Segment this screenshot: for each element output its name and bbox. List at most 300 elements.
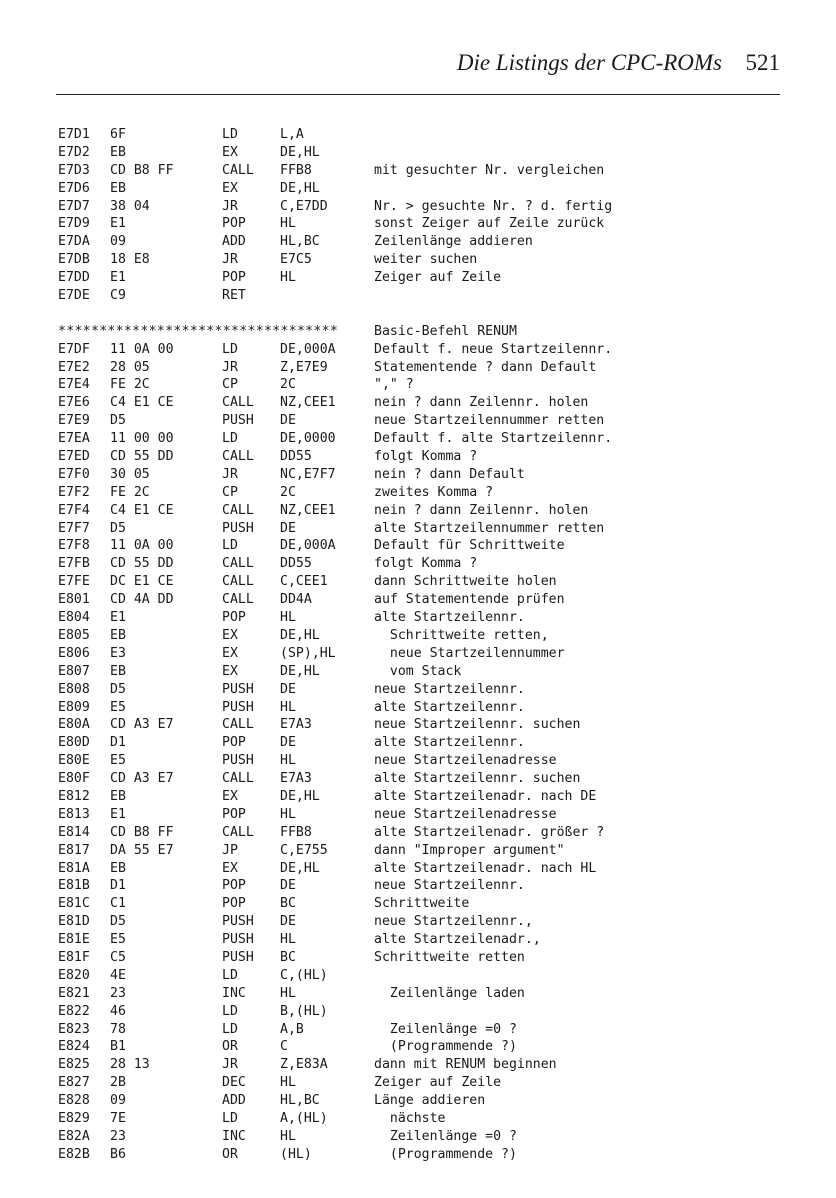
opcode-bytes: 09 (110, 1093, 126, 1109)
opcode-bytes: E5 (110, 932, 126, 948)
comment: zweites Komma ? (374, 484, 494, 500)
address: E7F2 (58, 484, 90, 500)
opcode-bytes: DC E1 CE (110, 574, 174, 590)
mnemonic: PUSH (222, 681, 254, 697)
mnemonic: LD (222, 1110, 238, 1126)
opcode-bytes: B6 (110, 1146, 126, 1162)
code-line (58, 144, 788, 162)
mnemonic: INC (222, 1128, 246, 1144)
operand: DD55 (280, 556, 312, 572)
operand: L,A (280, 127, 304, 142)
comment: Zeilenlänge laden (374, 985, 525, 1001)
code-line (58, 734, 788, 752)
mnemonic: CP (222, 377, 238, 393)
address: E7F4 (58, 502, 90, 518)
address: E7D2 (58, 144, 90, 160)
comment: Zeilenlänge =0 ? (374, 1128, 517, 1144)
opcode-bytes: CD A3 E7 (110, 717, 174, 733)
address: E824 (58, 1039, 90, 1055)
code-line (58, 1128, 788, 1146)
comment: nein ? dann Zeilennr. holen (374, 395, 589, 411)
address: E7FB (58, 556, 90, 572)
page-title: Die Listings der CPC-ROMs (456, 50, 722, 75)
operand: E7A3 (280, 771, 312, 787)
operand: HL (280, 1128, 296, 1144)
opcode-bytes: E1 (110, 610, 126, 626)
address: E81E (58, 932, 90, 948)
opcode-bytes: CD 4A DD (110, 592, 174, 608)
comment: dann "Improper argument" (374, 842, 565, 858)
operand: DD4A (280, 592, 312, 608)
mnemonic: PUSH (222, 699, 254, 715)
code-line (58, 555, 788, 573)
blank-line (58, 305, 788, 323)
operand: (HL) (280, 1146, 312, 1162)
comment: folgt Komma ? (374, 449, 478, 465)
opcode-bytes: CD B8 FF (110, 824, 174, 840)
code-line (58, 162, 788, 180)
opcode-bytes: EB (110, 180, 126, 196)
address: E7D9 (58, 216, 90, 232)
comment: Statementende ? dann Default (374, 359, 597, 375)
operand: DE (280, 681, 296, 697)
code-line (58, 1074, 788, 1092)
opcode-bytes: B1 (110, 1039, 126, 1055)
address: E7DA (58, 234, 90, 250)
comment: neue Startzeilennr. (374, 878, 525, 894)
mnemonic: CALL (222, 556, 254, 572)
address: E821 (58, 985, 90, 1001)
opcode-bytes: C4 E1 CE (110, 395, 174, 411)
opcode-bytes: E1 (110, 806, 126, 822)
comment: Zeilenlänge addieren (374, 234, 533, 250)
mnemonic: POP (222, 610, 246, 626)
operand: HL (280, 216, 296, 232)
address: E7D7 (58, 198, 90, 214)
mnemonic: CALL (222, 824, 254, 840)
comment: neue Startzeilennr. (374, 681, 525, 697)
code-line (58, 949, 788, 967)
comment: (Programmende ?) (374, 1039, 517, 1055)
opcode-bytes: CD 55 DD (110, 449, 174, 465)
address: E7E6 (58, 395, 90, 411)
address: E7D3 (58, 162, 90, 178)
comment: alte Startzeilenadr. nach DE (374, 788, 597, 804)
mnemonic: RET (222, 288, 246, 304)
code-line (58, 681, 788, 699)
address: E828 (58, 1093, 90, 1109)
operand: DE,000A (280, 341, 336, 357)
address: E82A (58, 1128, 90, 1144)
operand: HL (280, 699, 296, 715)
address: E7E9 (58, 413, 90, 429)
code-line (58, 341, 788, 359)
code-line (58, 716, 788, 734)
operand: 2C (280, 484, 296, 500)
opcode-bytes: D1 (110, 735, 126, 751)
opcode-bytes: 6F (110, 127, 126, 142)
operand: DE,000A (280, 538, 336, 554)
opcode-bytes: 2B (110, 1075, 126, 1091)
code-line (58, 430, 788, 448)
address: E80E (58, 753, 90, 769)
code-line (58, 699, 788, 717)
address: E80F (58, 771, 90, 787)
code-line (58, 466, 788, 484)
comment: alte Startzeilennr. (374, 610, 525, 626)
opcode-bytes: EB (110, 663, 126, 679)
mnemonic: LD (222, 431, 238, 447)
comment: Zeiger auf Zeile (374, 1075, 502, 1091)
operand: DE,HL (280, 663, 320, 679)
address: E820 (58, 967, 90, 983)
operand: DE,HL (280, 788, 320, 804)
page-header (56, 44, 780, 95)
address: E812 (58, 788, 90, 804)
address: E7DB (58, 252, 90, 268)
code-line (58, 913, 788, 931)
address: E7F8 (58, 538, 90, 554)
comment: alte Startzeilennr. (374, 699, 525, 715)
code-line (58, 824, 788, 842)
opcode-bytes: CD 55 DD (110, 556, 174, 572)
mnemonic: LD (222, 1021, 238, 1037)
address: E7D1 (58, 127, 90, 142)
mnemonic: CALL (222, 771, 254, 787)
mnemonic: POP (222, 878, 246, 894)
code-line (58, 233, 788, 251)
code-line (58, 376, 788, 394)
mnemonic: JR (222, 359, 238, 375)
opcode-bytes: 28 13 (110, 1057, 150, 1073)
comment: Schrittweite retten (374, 949, 525, 965)
address: E807 (58, 663, 90, 679)
comment: alte Startzeilennummer retten (374, 520, 605, 536)
section-separator (58, 323, 788, 341)
mnemonic: EX (222, 788, 238, 804)
mnemonic: CALL (222, 395, 254, 411)
code-line (58, 1092, 788, 1110)
opcode-bytes: 28 05 (110, 359, 150, 375)
comment: dann mit RENUM beginnen (374, 1057, 557, 1073)
opcode-bytes: E5 (110, 753, 126, 769)
operand: BC (280, 896, 296, 912)
opcode-bytes: D5 (110, 520, 126, 536)
comment: sonst Zeiger auf Zeile zurück (374, 216, 605, 232)
operand: Z,E83A (280, 1057, 328, 1073)
operand: C,(HL) (280, 967, 328, 983)
operand: HL (280, 753, 296, 769)
section-label: Basic-Befehl RENUM (374, 323, 517, 339)
mnemonic: ADD (222, 234, 246, 250)
address: E7DD (58, 270, 90, 286)
code-line (58, 126, 788, 144)
mnemonic: JR (222, 1057, 238, 1073)
comment: auf Statementende prüfen (374, 592, 565, 608)
code-line (58, 806, 788, 824)
opcode-bytes: 30 05 (110, 466, 150, 482)
opcode-bytes: D5 (110, 413, 126, 429)
mnemonic: CP (222, 484, 238, 500)
address: E7DF (58, 341, 90, 357)
operand: E7A3 (280, 717, 312, 733)
operand: DE (280, 878, 296, 894)
operand: HL (280, 985, 296, 1001)
address: E814 (58, 824, 90, 840)
comment: nein ? dann Zeilennr. holen (374, 502, 589, 518)
address: E817 (58, 842, 90, 858)
operand: HL (280, 932, 296, 948)
opcode-bytes: D1 (110, 878, 126, 894)
mnemonic: LD (222, 341, 238, 357)
comment: "," ? (374, 377, 414, 393)
address: E804 (58, 610, 90, 626)
operand: NZ,CEE1 (280, 502, 336, 518)
operand: BC (280, 949, 296, 965)
code-line (58, 877, 788, 895)
code-line (58, 394, 788, 412)
opcode-bytes: 38 04 (110, 198, 150, 214)
code-line (58, 627, 788, 645)
mnemonic: EX (222, 144, 238, 160)
operand: DE (280, 520, 296, 536)
comment: neue Startzeilenadresse (374, 753, 557, 769)
comment: Default für Schrittweite (374, 538, 565, 554)
code-line (58, 198, 788, 216)
operand: (SP),HL (280, 645, 336, 661)
address: E7DE (58, 288, 90, 304)
operand: DE (280, 413, 296, 429)
opcode-bytes: CD A3 E7 (110, 771, 174, 787)
comment: nächste (374, 1110, 446, 1126)
opcode-bytes: 11 0A 00 (110, 538, 174, 554)
opcode-bytes: E5 (110, 699, 126, 715)
code-line (58, 1110, 788, 1128)
operand: A,B (280, 1021, 304, 1037)
code-line (58, 1146, 788, 1164)
address: E81A (58, 860, 90, 876)
address: E801 (58, 592, 90, 608)
comment: neue Startzeilennr. suchen (374, 717, 581, 733)
opcode-bytes: FE 2C (110, 377, 150, 393)
opcode-bytes: 11 0A 00 (110, 341, 174, 357)
code-line (58, 573, 788, 591)
operand: DE,0000 (280, 431, 336, 447)
opcode-bytes: 18 E8 (110, 252, 150, 268)
mnemonic: JP (222, 842, 238, 858)
opcode-bytes: C5 (110, 949, 126, 965)
operand: 2C (280, 377, 296, 393)
comment: alte Startzeilennr. suchen (374, 771, 581, 787)
opcode-bytes: 78 (110, 1021, 126, 1037)
operand: E7C5 (280, 252, 312, 268)
comment: Zeilenlänge =0 ? (374, 1021, 517, 1037)
opcode-bytes: E1 (110, 216, 126, 232)
code-line (58, 860, 788, 878)
comment: Nr. > gesuchte Nr. ? d. fertig (374, 198, 613, 214)
opcode-bytes: 23 (110, 1128, 126, 1144)
address: E7EA (58, 431, 90, 447)
code-line (58, 752, 788, 770)
code-line (58, 931, 788, 949)
code-line (58, 985, 788, 1003)
code-line (58, 412, 788, 430)
address: E82B (58, 1146, 90, 1162)
operand: FFB8 (280, 824, 312, 840)
mnemonic: CALL (222, 574, 254, 590)
address: E7D6 (58, 180, 90, 196)
code-line (58, 1003, 788, 1021)
operand: C,CEE1 (280, 574, 328, 590)
address: E81C (58, 896, 90, 912)
comment: nein ? dann Default (374, 466, 525, 482)
code-line (58, 645, 788, 663)
operand: HL,BC (280, 1093, 320, 1109)
code-line (58, 359, 788, 377)
operand: DE (280, 735, 296, 751)
mnemonic: EX (222, 663, 238, 679)
operand: NC,E7F7 (280, 466, 336, 482)
code-line (58, 180, 788, 198)
mnemonic: CALL (222, 717, 254, 733)
code-line (58, 770, 788, 788)
mnemonic: PUSH (222, 753, 254, 769)
address: E825 (58, 1057, 90, 1073)
comment: alte Startzeilenadr. größer ? (374, 824, 605, 840)
operand: C,E7DD (280, 198, 328, 214)
address: E7FE (58, 574, 90, 590)
opcode-bytes: C4 E1 CE (110, 502, 174, 518)
mnemonic: LD (222, 1003, 238, 1019)
operand: C (280, 1039, 288, 1055)
code-line (58, 1056, 788, 1074)
code-line (58, 609, 788, 627)
comment: mit gesuchter Nr. vergleichen (374, 162, 605, 178)
opcode-bytes: EB (110, 627, 126, 643)
comment: weiter suchen (374, 252, 478, 268)
operand: HL (280, 806, 296, 822)
mnemonic: DEC (222, 1075, 246, 1091)
mnemonic: POP (222, 735, 246, 751)
mnemonic: CALL (222, 449, 254, 465)
operand: HL (280, 1075, 296, 1091)
opcode-bytes: 46 (110, 1003, 126, 1019)
comment: neue Startzeilennummer (374, 645, 565, 661)
comment: Default f. alte Startzeilennr. (374, 431, 613, 447)
operand: DE,HL (280, 180, 320, 196)
mnemonic: LD (222, 967, 238, 983)
opcode-bytes: CD B8 FF (110, 162, 174, 178)
opcode-bytes: 7E (110, 1110, 126, 1126)
code-line (58, 215, 788, 233)
page-number: 521 (745, 50, 780, 75)
code-line (58, 591, 788, 609)
opcode-bytes: DA 55 E7 (110, 842, 174, 858)
comment: alte Startzeilenadr., (374, 932, 541, 948)
address: E822 (58, 1003, 90, 1019)
comment: Default f. neue Startzeilennr. (374, 341, 613, 357)
address: E80D (58, 735, 90, 751)
mnemonic: PUSH (222, 520, 254, 536)
address: E805 (58, 627, 90, 643)
mnemonic: EX (222, 627, 238, 643)
operand: B,(HL) (280, 1003, 328, 1019)
mnemonic: LD (222, 538, 238, 554)
mnemonic: PUSH (222, 413, 254, 429)
code-line (58, 967, 788, 985)
code-line (58, 788, 788, 806)
comment: Länge addieren (374, 1093, 486, 1109)
operand: NZ,CEE1 (280, 395, 336, 411)
operand: HL (280, 610, 296, 626)
mnemonic: EX (222, 860, 238, 876)
operand: DD55 (280, 449, 312, 465)
mnemonic: POP (222, 896, 246, 912)
comment: Schrittweite (374, 896, 470, 912)
code-line (58, 1021, 788, 1039)
address: E7F7 (58, 520, 90, 536)
code-line (58, 502, 788, 520)
address: E81F (58, 949, 90, 965)
code-line (58, 537, 788, 555)
comment: alte Startzeilennr. (374, 735, 525, 751)
address: E7E4 (58, 377, 90, 393)
address: E823 (58, 1021, 90, 1037)
operand: HL (280, 270, 296, 286)
address: E829 (58, 1110, 90, 1126)
code-line (58, 895, 788, 913)
address: E80A (58, 717, 90, 733)
mnemonic: EX (222, 180, 238, 196)
mnemonic: JR (222, 252, 238, 268)
code-line (58, 448, 788, 466)
opcode-bytes: E3 (110, 645, 126, 661)
mnemonic: OR (222, 1146, 238, 1162)
comment: alte Startzeilenadr. nach HL (374, 860, 597, 876)
operand: DE,HL (280, 860, 320, 876)
mnemonic: EX (222, 645, 238, 661)
operand: DE,HL (280, 627, 320, 643)
mnemonic: CALL (222, 162, 254, 178)
mnemonic: CALL (222, 502, 254, 518)
comment: Zeiger auf Zeile (374, 270, 502, 286)
opcode-bytes: EB (110, 144, 126, 160)
opcode-bytes: D5 (110, 681, 126, 697)
mnemonic: INC (222, 985, 246, 1001)
mnemonic: PUSH (222, 932, 254, 948)
address: E7E2 (58, 359, 90, 375)
code-line (58, 842, 788, 860)
code-line (58, 520, 788, 538)
comment: folgt Komma ? (374, 556, 478, 572)
address: E809 (58, 699, 90, 715)
mnemonic: PUSH (222, 914, 254, 930)
address: E7F0 (58, 466, 90, 482)
comment: neue Startzeilennummer retten (374, 413, 605, 429)
opcode-bytes: D5 (110, 914, 126, 930)
mnemonic: ADD (222, 1093, 246, 1109)
operand: FFB8 (280, 162, 312, 178)
mnemonic: OR (222, 1039, 238, 1055)
comment: Schrittweite retten, (374, 627, 549, 643)
code-line (58, 663, 788, 681)
opcode-bytes: 4E (110, 967, 126, 983)
address: E806 (58, 645, 90, 661)
mnemonic: POP (222, 216, 246, 232)
opcode-bytes: 23 (110, 985, 126, 1001)
comment: vom Stack (374, 663, 462, 679)
mnemonic: JR (222, 198, 238, 214)
